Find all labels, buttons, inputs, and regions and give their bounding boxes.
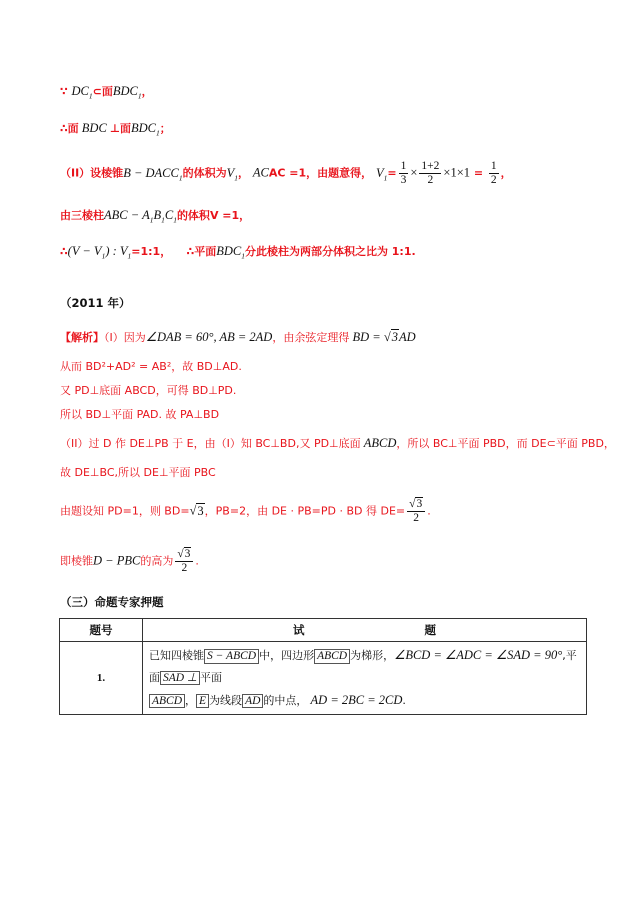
line-a2: ∴面 BDC ⊥面$BDC_1$；	[60, 121, 171, 138]
line-b2: 从而 BD²+AD² = AB²，故 BD⊥AD.	[60, 360, 242, 373]
line-b7: 由题设知 PD=1，则 BD=√3，PB=2，由 DE · PB=PD · BD 得 DE= $\frac{√3}{2}$ .	[60, 498, 431, 525]
table-header	[60, 619, 587, 642]
section-2011-heading: （2011 年）	[60, 296, 131, 310]
line-b4: 所以 BD⊥平面 PAD. 故 PA⊥BD	[60, 408, 220, 421]
line-b5: （II）过 D 作 DE⊥PB 于 E，由（I）知 BC⊥BD,又 PD⊥底面 ABCD，所以 BC⊥平面 PBD，而 DE⊂平面 PBD，	[60, 436, 615, 450]
header-question: 试 题	[143, 619, 587, 642]
because-symbol: ∵	[60, 85, 68, 98]
problem-table	[59, 618, 587, 715]
analysis-tag: 【解析】	[60, 331, 104, 344]
line-a3: （II）设棱锥$B - DACC_1$的体积为$V_1$， ACAC =1，由题意得， $V_1=$ $\frac{1}{3}$ × $\frac{1+2}{2}$ ×1×1 = $\frac{1}{2}$ ，	[60, 160, 512, 187]
line-b6: 故 DE⊥BC,所以 DE⊥平面 PBC	[60, 466, 216, 479]
table-row	[60, 642, 587, 715]
line-b8: 即棱锥D − PBC的高为 $\frac{√3}{2}$ .	[60, 548, 199, 575]
header-number: 题号	[60, 619, 143, 642]
line-b1: 【解析】（I）因为∠DAB = 60°, AB = 2AD，由余弦定理得 BD = √3AD	[60, 330, 416, 344]
section-3-heading: （三）命题专家押题	[60, 595, 164, 609]
row-number: 1.	[60, 642, 143, 715]
line-b3: 又 PD⊥底面 ABCD，可得 BD⊥PD.	[60, 384, 237, 397]
line-a1: ∵ $DC_1\subset$面$BDC_1$，	[60, 84, 153, 101]
line-a4: 由三棱柱ABC − $A_1B_1C_1$的体积V =1，	[60, 208, 251, 225]
line-a5: ∴(V − $V_1$) : $V_1=1:1$， ∴平面$BDC_1$分此棱柱为两部分体积之比为 1:1.	[60, 244, 416, 261]
row-question: 已知四棱锥 S − ABCD 中，四边形 ABCD 为梯形，∠BCD = ∠ADC = ∠SAD = 90°,平面 SAD ⊥ 平面 ABCD ， E 为线段 AD 的中点， AD = 2BC = 2CD.	[143, 642, 587, 715]
